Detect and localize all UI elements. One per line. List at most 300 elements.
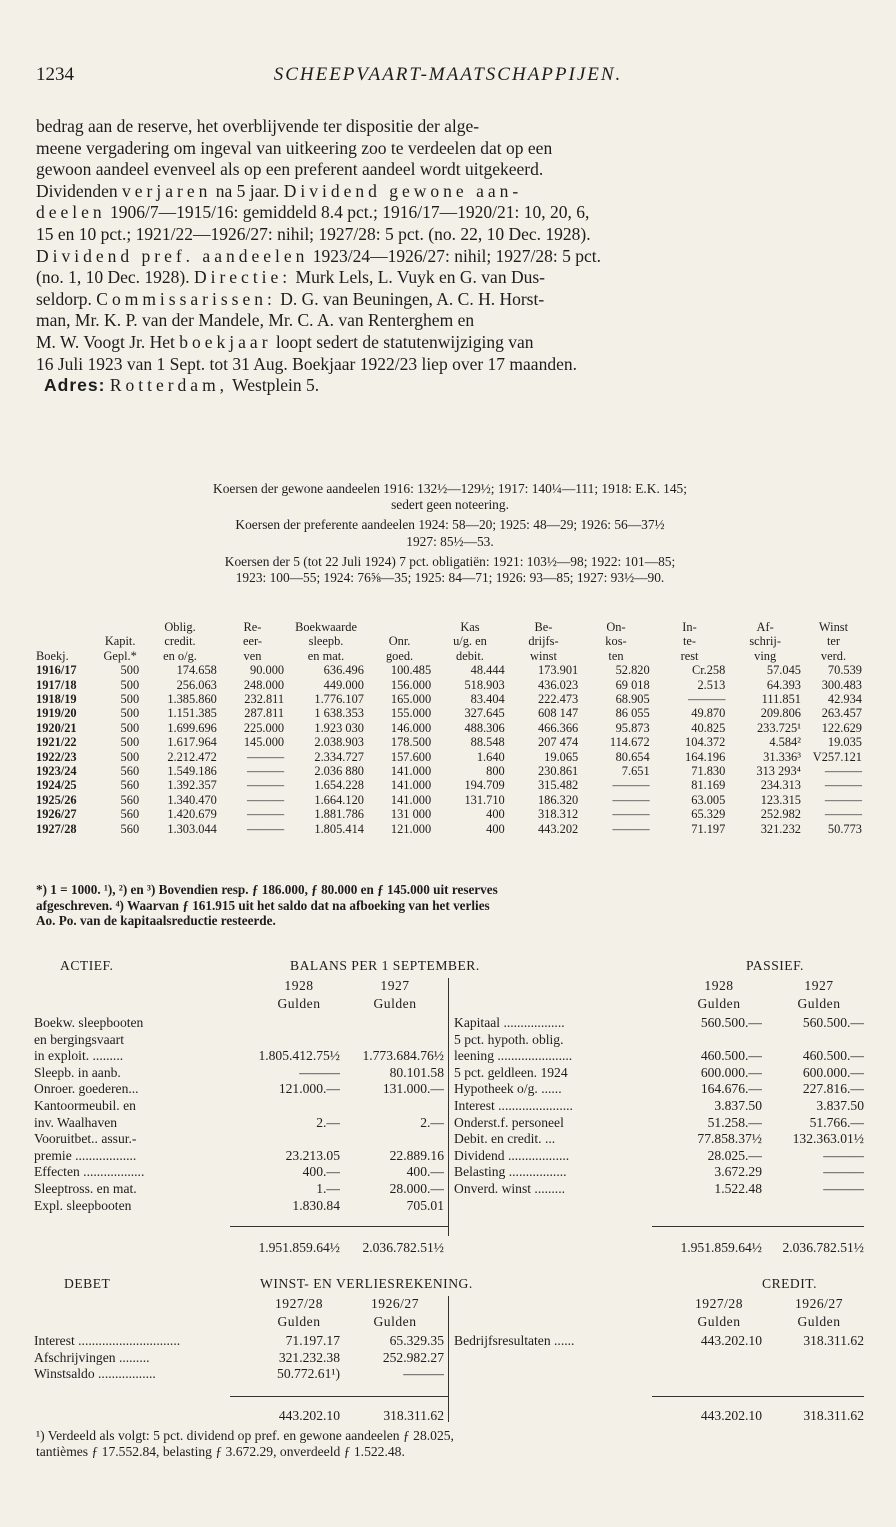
- unit-header: Gulden: [277, 1314, 321, 1329]
- account-label: Interest ......................: [454, 1097, 573, 1113]
- quote-line: Koersen der gewone aandeelen 1916: 132½—129½; 1917: 140¼—111; 1918: E.K. 145;: [213, 481, 687, 496]
- amount-previous: ———: [403, 1366, 444, 1382]
- table-cell: 173.901: [537, 663, 579, 678]
- table-cell: 186.320: [537, 792, 579, 807]
- account-label: premie ..................: [34, 1147, 137, 1163]
- table-header-cell: Be-: [534, 620, 553, 634]
- quote-line: sedert geen noteering.: [391, 497, 509, 513]
- table-cell: ———: [824, 807, 862, 822]
- table-header-row: [34, 620, 864, 634]
- table-cell: 1.923 030: [314, 720, 364, 735]
- table-cell: 1.420.679: [167, 807, 217, 822]
- amount-previous: 2.—: [420, 1114, 444, 1130]
- debet-total: 443.202.10: [278, 1408, 340, 1423]
- text-span: 1923/24—1926/27: nihil; 1927/28: 5 pct.: [312, 245, 602, 266]
- address-street: Westplein 5.: [232, 375, 320, 396]
- spaced-term: Directie:: [193, 267, 292, 288]
- table-header-cell: ven: [243, 648, 262, 663]
- spaced-term: Commissarissen:: [96, 288, 276, 309]
- table-cell: 64.393: [766, 677, 801, 692]
- text-span: 1906/7—1915/16: gemiddeld 8.4 pct.; 1916/17—1920/21: 10, 20, 6,: [110, 202, 590, 223]
- amount-current: 560.500.—: [700, 1015, 762, 1030]
- table-header-cell: Boekj.: [36, 648, 69, 663]
- table-header-cell: ving: [754, 648, 777, 663]
- actief-total: 1.951.859.64½: [258, 1240, 340, 1255]
- account-row: [34, 1148, 866, 1165]
- table-cell: 71.197: [691, 821, 726, 836]
- amount-current: 3.837.50: [714, 1097, 762, 1113]
- table-cell: 1.385.860: [167, 692, 217, 707]
- amount-previous: 132.363.01½: [792, 1131, 864, 1147]
- table-cell: 95.873: [615, 720, 650, 735]
- amount-previous: 318.311.62: [803, 1333, 864, 1348]
- table-cell: 466.366: [537, 720, 579, 735]
- amount-previous: 51.766.—: [809, 1114, 864, 1130]
- table-cell: 146.000: [390, 720, 432, 735]
- table-cell: 1.549.186: [167, 764, 217, 779]
- table-cell: 50.773: [827, 821, 862, 836]
- table-cell: 81.169: [691, 778, 726, 793]
- amount-previous: 3.837.50: [816, 1097, 864, 1113]
- text-line: [36, 181, 864, 203]
- table-row: [34, 663, 864, 677]
- text-line: [36, 202, 864, 224]
- pl-units: [34, 1314, 866, 1332]
- table-cell: 560: [120, 792, 140, 807]
- table-header-cell: Kas: [460, 620, 480, 634]
- table-cell: 321.232: [760, 821, 801, 836]
- table-cell: ———: [246, 792, 285, 807]
- amount-current: 23.213.05: [285, 1147, 340, 1163]
- table-header-cell: Boekwaarde: [295, 620, 357, 634]
- table-cell: 4.584²: [769, 735, 801, 750]
- table-header-cell: kos-: [605, 634, 627, 649]
- account-label: Onverd. winst .........: [454, 1180, 566, 1196]
- table-cell: 1.640: [476, 749, 505, 764]
- table-cell: ———: [612, 807, 650, 822]
- table-cell: 327.645: [464, 706, 505, 721]
- footnote-line: ¹) Verdeeld als volgt: 5 pct. dividend op pref. en gewone aandeelen ƒ 28.025,: [36, 1428, 454, 1443]
- quote-line: 1923: 100—55; 1924: 76⅝—35; 1925: 84—71; 1926: 93—85; 1927: 93½—90.: [235, 570, 665, 586]
- unit-header: Gulden: [797, 1314, 841, 1329]
- year-header: 1927/28: [694, 1296, 744, 1311]
- price-quotes: [36, 481, 864, 588]
- table-cell: 1.805.414: [314, 821, 364, 836]
- table-cell: 88.548: [470, 735, 505, 750]
- table-header-row: [34, 649, 864, 663]
- pl-footnote: [36, 1428, 864, 1461]
- table-cell: 500: [120, 720, 140, 735]
- table-cell: 443.202: [537, 821, 579, 836]
- table-cell: 57.045: [766, 663, 801, 678]
- amount-previous: 22.889.16: [389, 1147, 444, 1163]
- table-cell: 1919/20: [36, 706, 77, 721]
- amount-current: 121.000.—: [278, 1081, 340, 1097]
- table-cell: 80.654: [615, 749, 650, 764]
- quote-line: Koersen der preferente aandeelen 1924: 58—20; 1925: 48—29; 1926: 56—37½: [235, 517, 665, 533]
- table-cell: 40.825: [691, 720, 726, 735]
- table-cell: 90.000: [250, 663, 285, 678]
- unit-header: Gulden: [697, 996, 741, 1011]
- account-label: 5 pct. hypoth. oblig.: [454, 1031, 564, 1047]
- balance-sheet: [34, 958, 866, 1278]
- table-row: [34, 778, 864, 792]
- table-cell: 68.905: [615, 692, 650, 707]
- text-line: [36, 289, 864, 311]
- table-cell: ———: [688, 692, 726, 707]
- table-cell: 800: [486, 764, 505, 779]
- table-cell: 263.457: [821, 706, 862, 721]
- amount-previous: ———: [823, 1147, 864, 1163]
- passief-total: 2.036.782.51½: [782, 1240, 864, 1255]
- account-label: Effecten ..................: [34, 1164, 145, 1180]
- account-row: [34, 1015, 866, 1032]
- text-line: 15 en 10 pct.; 1921/22—1926/27: nihil; 1927/28: 5 pct. (no. 22, 10 Dec. 1928).: [36, 223, 591, 244]
- credit-column: [34, 1333, 866, 1350]
- account-label: inv. Waalhaven: [34, 1114, 118, 1130]
- text-line: man, Mr. K. P. van der Mandele, Mr. C. A. van Renterghem en: [36, 310, 475, 331]
- table-cell: 1.654.228: [314, 778, 364, 793]
- table-header-cell: en mat.: [307, 648, 345, 663]
- table-cell: 287.811: [244, 706, 285, 721]
- table-header-cell: [34, 634, 99, 648]
- page-number: 1234: [36, 64, 74, 85]
- credit-total: 443.202.10: [700, 1408, 762, 1423]
- text-span: Murk Lels, L. Vuyk en G. van Dus-: [295, 267, 545, 288]
- quote-line: Koersen der 5 (tot 22 Juli 1924) 7 pct. obligatiën: 1921: 103½—98; 1922: 101—85;: [224, 553, 676, 569]
- amount-current: 3.672.29: [714, 1164, 762, 1180]
- table-cell: 300.483: [821, 677, 862, 692]
- profit-loss-account: [34, 1276, 866, 1476]
- account-row: [34, 1065, 866, 1082]
- body-text: [36, 116, 864, 397]
- table-notes: [36, 882, 864, 929]
- amount-current: 400.—: [302, 1164, 340, 1180]
- table-cell: 560: [120, 821, 140, 836]
- table-cell: 636.496: [323, 663, 364, 678]
- note-line: *) 1 = 1000. ¹), ²) en ³) Bovendien resp. ƒ 186.000, ƒ 80.000 en ƒ 145.000 uit reserves: [36, 882, 498, 897]
- account-label: Expl. sleepbooten: [34, 1197, 132, 1213]
- account-row: [34, 1181, 866, 1198]
- table-cell: 65.329: [691, 807, 726, 822]
- account-label: Hypotheek o/g. ......: [454, 1081, 562, 1097]
- table-cell: 488.306: [464, 720, 505, 735]
- table-cell: 86 055: [615, 706, 650, 721]
- table-cell: ———: [246, 749, 285, 764]
- table-cell: 252.982: [760, 807, 801, 822]
- spaced-term: boekjaar: [179, 331, 272, 352]
- table-cell: 500: [120, 735, 140, 750]
- table-cell: 123.315: [760, 792, 801, 807]
- table-cell: 500: [120, 677, 140, 692]
- table-header-cell: On-: [606, 620, 626, 634]
- table-cell: 155.000: [390, 706, 432, 721]
- amount-current: 600.000.—: [700, 1064, 762, 1080]
- table-cell: 1926/27: [36, 807, 77, 822]
- total-rule: [230, 1226, 448, 1227]
- amount-current: 1.830.84: [292, 1197, 340, 1213]
- address-line: [36, 375, 864, 397]
- table-cell: 222.473: [537, 692, 579, 707]
- total-rule: [230, 1396, 448, 1397]
- table-row: [34, 807, 864, 821]
- table-row: [34, 721, 864, 735]
- table-cell: 1924/25: [36, 778, 77, 793]
- text-line: [36, 332, 864, 354]
- table-header-row: [34, 634, 864, 648]
- account-label: Interest ..............................: [34, 1333, 181, 1348]
- table-cell: 1920/21: [36, 720, 77, 735]
- amount-current: 443.202.10: [700, 1333, 762, 1348]
- table-cell: 400: [486, 821, 505, 836]
- table-cell: ———: [246, 821, 285, 836]
- account-label: leening ......................: [454, 1048, 573, 1064]
- table-cell: 31.336³: [763, 749, 801, 764]
- table-cell: 234.313: [760, 778, 801, 793]
- table-cell: 69 018: [615, 677, 650, 692]
- table-cell: 121.000: [390, 821, 432, 836]
- year-header: 1928: [284, 978, 314, 993]
- table-cell: 122.629: [821, 720, 862, 735]
- account-label: en bergingsvaart: [34, 1031, 124, 1047]
- table-header-cell: goed.: [385, 648, 414, 663]
- text-line: bedrag aan de reserve, het overblijvende ter dispositie der alge-: [36, 116, 480, 136]
- text-span: seldorp.: [36, 288, 92, 309]
- table-cell: 256.063: [176, 677, 217, 692]
- amount-previous: 460.500.—: [802, 1048, 864, 1064]
- table-row: [34, 692, 864, 706]
- account-row: [34, 1048, 866, 1065]
- amount-previous: 131.000.—: [382, 1081, 444, 1097]
- table-header-cell: rest: [680, 648, 699, 663]
- total-rule: [652, 1396, 864, 1397]
- account-label: 5 pct. geldleen. 1924: [454, 1064, 568, 1080]
- actief-title: ACTIEF.: [60, 958, 114, 973]
- passief-column: [34, 1015, 866, 1198]
- table-cell: 560: [120, 807, 140, 822]
- table-row: [34, 764, 864, 778]
- table-cell: 131 000: [390, 807, 432, 822]
- note-line: afgeschreven. ⁴) Waarvan ƒ 161.915 uit het saldo dat na afboeking van het verlies: [36, 897, 490, 913]
- table-row: [34, 678, 864, 692]
- table-row: [34, 822, 864, 836]
- table-cell: 209.806: [760, 706, 801, 721]
- amount-previous: 600.000.—: [802, 1064, 864, 1080]
- account-label: Boekw. sleepbooten: [34, 1015, 144, 1030]
- table-cell: 114.672: [609, 735, 650, 750]
- table-header-cell: ter: [826, 634, 841, 649]
- table-header-cell: Re-: [243, 620, 262, 634]
- table-header-cell: en o/g.: [163, 648, 197, 663]
- table-cell: 141.000: [390, 792, 432, 807]
- table-cell: 131.710: [464, 792, 505, 807]
- table-cell: ———: [612, 821, 650, 836]
- table-cell: 2.334.727: [314, 749, 364, 764]
- text-span: (no. 1, 10 Dec. 1928).: [36, 267, 190, 288]
- amount-current: 71.197.17: [285, 1333, 340, 1348]
- text-line: 16 Juli 1923 van 1 Sept. tot 31 Aug. Boekjaar 1922/23 liep over 17 maanden.: [36, 353, 577, 374]
- amount-current: 1.522.48: [714, 1180, 762, 1196]
- account-row: [34, 1032, 866, 1049]
- amount-previous: 65.329.35: [389, 1333, 444, 1348]
- account-label: Bedrijfsresultaten ......: [454, 1333, 575, 1348]
- amount-current: 460.500.—: [700, 1048, 762, 1064]
- pl-titles: [34, 1276, 866, 1294]
- table-cell: 248.000: [243, 677, 285, 692]
- balance-titles: [34, 958, 866, 976]
- table-cell: 7.651: [621, 764, 650, 779]
- table-header-cell: winst: [530, 648, 557, 663]
- account-row: [34, 1198, 866, 1215]
- account-row: [34, 1098, 866, 1115]
- unit-header: Gulden: [797, 996, 841, 1011]
- table-header-cell: u/g. en: [453, 634, 487, 649]
- table-cell: ———: [246, 764, 285, 779]
- table-cell: 1.617.964: [167, 735, 217, 750]
- credit-title: CREDIT.: [762, 1276, 817, 1291]
- table-cell: 145.000: [243, 735, 285, 750]
- unit-header: Gulden: [373, 996, 417, 1011]
- table-header-cell: schrij-: [749, 634, 781, 649]
- table-cell: ———: [824, 764, 862, 779]
- table-cell: 19.035: [827, 735, 862, 750]
- table-cell: 233.725¹: [756, 720, 801, 735]
- account-label: Onroer. goederen...: [34, 1081, 139, 1097]
- table-cell: 141.000: [390, 778, 432, 793]
- address-city: Rotterdam,: [109, 375, 229, 396]
- text-line: [36, 267, 864, 289]
- running-title: SCHEEPVAART-MAATSCHAPPIJEN.: [273, 64, 623, 85]
- table-cell: 1923/24: [36, 764, 77, 779]
- account-label: Belasting .................: [454, 1164, 567, 1180]
- amount-previous: 28.000.—: [389, 1180, 444, 1196]
- year-header: 1926/27: [370, 1296, 420, 1311]
- table-cell: 63.005: [691, 792, 726, 807]
- unit-header: Gulden: [697, 1314, 741, 1329]
- amount-current: 51.258.—: [707, 1114, 762, 1130]
- table-cell: 2.513: [697, 677, 726, 692]
- table-header-cell: eer-: [242, 634, 262, 649]
- table-cell: ———: [824, 792, 862, 807]
- unit-header: Gulden: [277, 996, 321, 1011]
- total-rule: [652, 1226, 864, 1227]
- amount-current: 28.025.—: [707, 1147, 762, 1163]
- footnote-line: tantièmes ƒ 17.552.84, belasting ƒ 3.672.29, onverdeeld ƒ 1.522.48.: [36, 1444, 405, 1460]
- address-label: Adres:: [44, 375, 106, 396]
- table-cell: 1.881.786: [314, 807, 364, 822]
- table-cell: 560: [120, 764, 140, 779]
- account-label: Kapitaal ..................: [454, 1015, 565, 1030]
- table-cell: 232.811: [244, 692, 285, 707]
- table-cell: 111.851: [761, 692, 801, 707]
- table-header-cell: Onr.: [388, 634, 411, 649]
- spaced-term: deelen: [36, 202, 106, 223]
- table-cell: 104.372: [685, 735, 726, 750]
- balance-title: BALANS PER 1 SEPTEMBER.: [290, 958, 480, 973]
- amount-previous: ———: [823, 1180, 864, 1196]
- table-cell: 1.340.470: [167, 792, 217, 807]
- table-header-cell: Oblig.: [164, 620, 196, 634]
- table-row: [34, 735, 864, 749]
- passief-total: 1.951.859.64½: [680, 1240, 762, 1255]
- text-span: D. G. van Beuningen, A. C. H. Horst-: [280, 288, 545, 309]
- account-label: Debit. en credit. ...: [454, 1131, 556, 1147]
- account-label: in exploit. .........: [34, 1048, 124, 1064]
- account-row: [34, 1333, 866, 1350]
- table-cell: 2.212.472: [167, 749, 217, 764]
- account-row: [34, 1131, 866, 1148]
- text-line: meene vergadering om ingeval van uitkeering zoo te verdeelen dat op een: [36, 137, 553, 158]
- amount-previous: 227.816.—: [802, 1081, 864, 1097]
- table-cell: 1.151.385: [167, 706, 217, 721]
- table-cell: 42.934: [827, 692, 862, 707]
- table-cell: 83.404: [470, 692, 505, 707]
- table-header-cell: sleepb.: [308, 634, 344, 649]
- table-cell: 230.861: [537, 764, 579, 779]
- statistics-table: [34, 620, 864, 836]
- table-cell: 1.392.357: [167, 778, 217, 793]
- table-cell: 1.699.696: [167, 720, 217, 735]
- pl-years: [34, 1296, 866, 1314]
- table-cell: 500: [120, 706, 140, 721]
- table-header-cell: drijfs-: [528, 634, 559, 649]
- account-row: [34, 1366, 866, 1383]
- balance-units: [34, 996, 866, 1014]
- table-cell: 500: [120, 749, 140, 764]
- account-row: [34, 1115, 866, 1132]
- pl-title: WINST- EN VERLIESREKENING.: [260, 1276, 473, 1291]
- account-row: [34, 1081, 866, 1098]
- table-header-cell: credit.: [164, 634, 196, 649]
- table-cell: ———: [612, 778, 650, 793]
- table-cell: 1.664.120: [314, 792, 364, 807]
- amount-current: 50.772.61¹): [277, 1366, 340, 1382]
- note-line: Ao. Po. van de kapitaalsreductie resteerde.: [36, 913, 276, 929]
- spaced-term: verjaren: [122, 180, 212, 201]
- table-cell: 178.500: [390, 735, 432, 750]
- table-cell: 52.820: [615, 663, 650, 678]
- account-label: Onderst.f. personeel: [454, 1114, 564, 1130]
- table-cell: 2.036 880: [314, 764, 364, 779]
- table-row: [34, 750, 864, 764]
- table-cell: 71.830: [691, 764, 726, 779]
- amount-current: 1.—: [316, 1180, 340, 1196]
- text-line: gewoon aandeel evenveel als op een preferent aandeel wordt uitgekeerd.: [36, 159, 544, 180]
- table-header-cell: Kapit.: [104, 634, 136, 649]
- table-cell: 165.000: [390, 692, 432, 707]
- table-header-cell: [34, 620, 99, 634]
- table-cell: 1922/23: [36, 749, 77, 764]
- text-span: loopt sedert de statutenwijziging van: [275, 331, 534, 352]
- table-header-cell: [99, 620, 141, 634]
- page-header: [36, 64, 860, 92]
- text-span: na 5 jaar.: [215, 180, 280, 201]
- table-header-cell: verd.: [820, 648, 847, 663]
- table-cell: 449.000: [323, 677, 364, 692]
- table-cell: 1916/17: [36, 663, 77, 678]
- account-row: [34, 1164, 866, 1181]
- table-cell: 141.000: [390, 764, 432, 779]
- table-cell: 157.600: [390, 749, 432, 764]
- table-cell: 225.000: [243, 720, 285, 735]
- table-cell: 156.000: [390, 677, 432, 692]
- account-label: Kantoormeubil. en: [34, 1097, 136, 1113]
- text-span: M. W. Voogt Jr. Het: [36, 331, 175, 352]
- table-cell: ———: [246, 807, 285, 822]
- table-cell: V257.121: [812, 749, 862, 764]
- table-cell: 1918/19: [36, 692, 77, 707]
- table-cell: 164.196: [685, 749, 726, 764]
